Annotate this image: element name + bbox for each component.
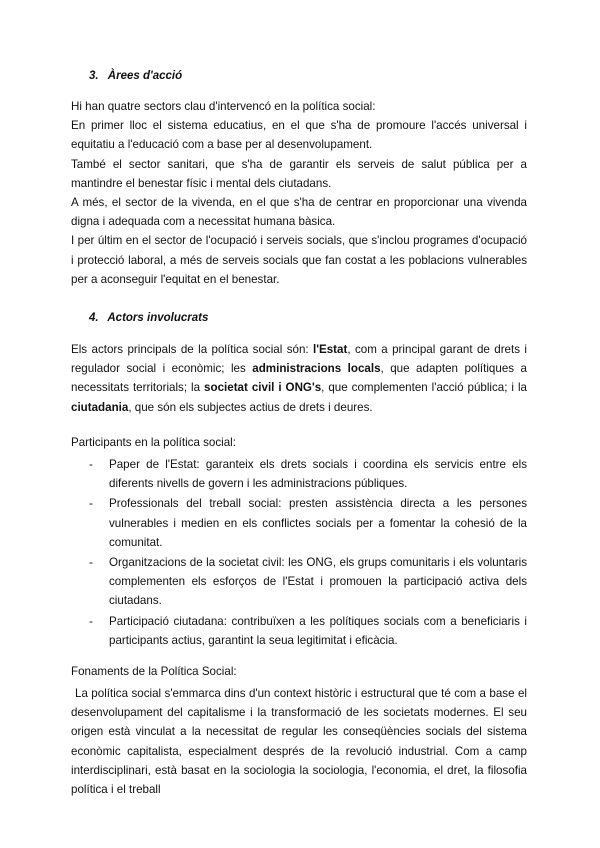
paragraph: I per últim en el sector de l'ocupació i serveis socials, que s'inclou programes d'ocupació i protecció laboral, a més de serveis socials que fan costat a les poblacions vulnerables per a aconseguir l'equitat en el benestar.: [71, 234, 527, 286]
paragraph: A més, el sector de la vivenda, en el que s'ha de centrar en proporcionar una vivenda digna i adequada com a necessitat humana bàsica.: [71, 196, 527, 229]
section-4-number: 4.: [89, 312, 99, 324]
participants-list: [71, 455, 527, 650]
section-4-title: Actors involucrats: [107, 312, 209, 324]
paragraph: També el sector sanitari, que s'ha de garantir els serveis de salut pública per a mantindre el benestar físic i mental dels ciutadans.: [71, 157, 527, 190]
list-item: [71, 612, 527, 650]
list-item-text: Paper de l'Estat: garanteix els drets socials i coordina els servicis entre els diferents nivells de govern i les administracions públiques.: [109, 458, 527, 491]
fonaments-text: La política social s'emmarca dins d'un context històric i estructural que té com a base el desenvolupament del capitalisme i la transformació de les societats modernes. El seu origen està vinculat a la necessitat de regular les conseqüències socials del sistema econòmic capitalista, especialment després de la revolució industrial. Com a camp interdisciplinari, està basat en la sociologia la sociologia, l'economia, el dret, la filosofia política i el treball: [71, 687, 527, 797]
participants-label: Participants en la política social:: [71, 436, 236, 449]
section-3-title: Àrees d'acció: [107, 70, 183, 82]
paragraph: En primer lloc el sistema educatius, en el que s'ha de promoure l'accés universal i equitatiu a l'educació com a base per al desenvolupament.: [71, 119, 527, 152]
actors-paragraph: [71, 340, 527, 417]
text-run: , com a principal garant de drets i regulador social i econòmic; les: [71, 343, 527, 376]
bullet-dash: -: [89, 458, 93, 471]
fonaments-label: Fonaments de la Política Social:: [71, 665, 237, 678]
list-item-text: Organitzacions de la societat civil: les ONG, els grups comunitaris i els voluntaris complementen els esforços de l'Estat i promouen la participació activa dels ciutadans.: [109, 556, 527, 608]
list-item: [71, 553, 527, 611]
text-run: , que són els subjectes actius de drets i deures.: [128, 400, 373, 414]
section-4-heading: [89, 312, 208, 324]
section-3-body: [71, 97, 527, 289]
list-item: [71, 494, 527, 552]
fonaments-body: [71, 684, 527, 799]
list-item-text: Participació ciutadana: contribuïxen a les polítiques socials com a beneficiaris i participants actius, garantint la seua legitimitat i eficàcia.: [109, 614, 527, 647]
section-4-intro: [71, 340, 527, 417]
paragraph: [71, 684, 527, 799]
section-3-heading: [89, 70, 182, 82]
section-3-number: 3.: [89, 70, 99, 82]
actor-societat-civil: societat civil i ONG's: [204, 381, 322, 395]
list-item-text: Professionals del treball social: presten assistència directa a les persones vulnerables i medien en els conflictes socials per a fomentar la cohesió de la comunitat.: [109, 497, 527, 549]
text-run: , que complementen l'acció pública; i la: [321, 381, 527, 395]
actor-administracions: administracions locals: [252, 362, 381, 376]
actor-ciutadania: ciutadania: [71, 400, 129, 414]
text-run: , que adapten polítiques a necessitats territorials; la: [71, 362, 527, 395]
text-run: Els actors principals de la política social són:: [71, 343, 314, 356]
bullet-dash: -: [89, 497, 93, 511]
actor-estat: l'Estat: [313, 343, 348, 356]
bullet-dash: -: [89, 614, 93, 628]
paragraph: Hi han quatre sectors clau d'intervencó en la política social:: [71, 100, 376, 113]
bullet-dash: -: [89, 556, 93, 570]
list-item: [71, 455, 527, 493]
